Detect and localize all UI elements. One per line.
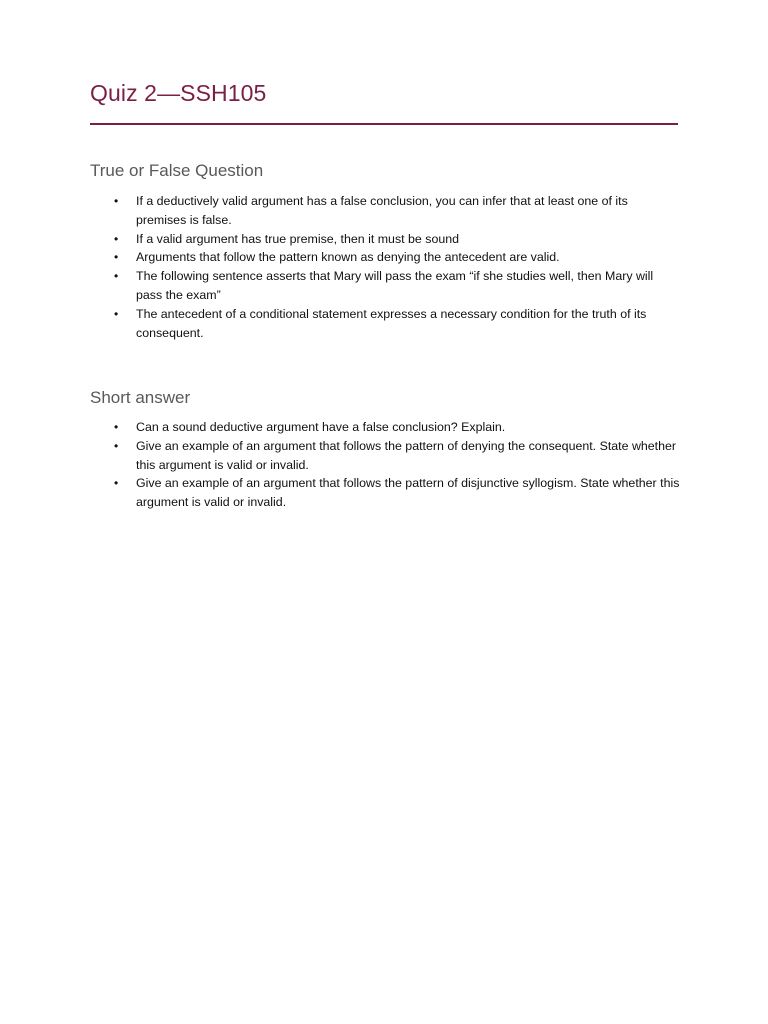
true-false-list [90, 192, 680, 342]
page-title: Quiz 2—SSH105 [90, 80, 267, 106]
list-item [90, 418, 680, 437]
question-text: The following sentence asserts that Mary will pass the exam “if she studies well, then Mary will pass the exam” [136, 269, 654, 302]
list-item [90, 437, 680, 475]
true-false-heading: True or False Question [90, 161, 264, 180]
list-item [90, 192, 680, 230]
title-divider [90, 123, 678, 125]
question-text: Give an example of an argument that follows the pattern of disjunctive syllogism. State whether this argument is valid or invalid. [136, 476, 680, 510]
bullet-icon: • [114, 476, 119, 491]
bullet-icon: • [114, 306, 119, 321]
question-text: Can a sound deductive argument have a false conclusion? Explain. [136, 420, 506, 434]
bullet-icon: • [114, 420, 119, 434]
question-text: Arguments that follow the pattern known as denying the antecedent are valid. [136, 250, 560, 265]
short-answer-heading: Short answer [90, 388, 191, 407]
bullet-icon: • [114, 231, 119, 246]
list-item [90, 305, 680, 343]
question-text: The antecedent of a conditional statement expresses a necessary condition for the truth of its consequent. [136, 306, 647, 340]
short-answer-list [90, 418, 680, 512]
bullet-icon: • [114, 269, 119, 284]
bullet-icon: • [114, 438, 119, 453]
bullet-icon: • [114, 194, 119, 208]
list-item [90, 267, 680, 305]
question-text: If a valid argument has true premise, then it must be sound [136, 231, 460, 246]
question-text: Give an example of an argument that follows the pattern of denying the consequent. State whether this argument is valid or invalid. [136, 438, 677, 472]
list-item [90, 230, 680, 249]
list-item [90, 474, 680, 512]
bullet-icon: • [114, 250, 119, 265]
list-item [90, 248, 680, 267]
question-text: If a deductively valid argument has a false conclusion, you can infer that at least one of its premises is false. [136, 194, 628, 227]
